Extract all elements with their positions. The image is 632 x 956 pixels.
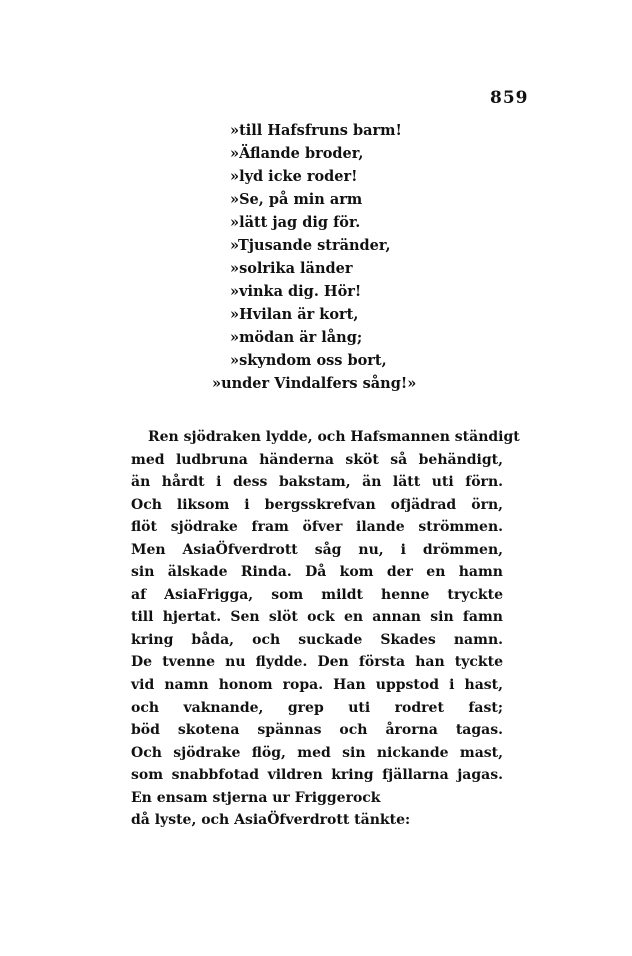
stanza-line: »lyd icke roder! xyxy=(230,168,358,185)
verse-line: Och sjödrake flög, med sin nickande mast, xyxy=(131,744,503,761)
verse-line: En ensam stjerna ur Friggerock xyxy=(131,789,381,806)
stanza-line: »till Hafsfruns barm! xyxy=(230,122,402,139)
stanza-line: »under Vindalfers sång!» xyxy=(212,375,417,392)
stanza-line: »vinka dig. Hör! xyxy=(230,283,362,300)
stanza-line: »Tjusande stränder, xyxy=(230,237,391,254)
verse-line: Ren sjödraken lydde, och Hafsmannen ständigt xyxy=(148,429,520,445)
verse-line: böd skotena spännas och årorna tagas. xyxy=(131,722,503,739)
stanza-line: »skyndom oss bort, xyxy=(230,352,387,369)
verse-line: kring båda, och suckade Skades namn. xyxy=(131,631,503,648)
verse-line: af AsiaFrigga, som mildt henne tryckte xyxy=(131,586,503,603)
verse-line: med ludbruna händerna sköt så behändigt, xyxy=(131,451,503,468)
verse-line: som snabbfotad vildren kring fjällarna jagas. xyxy=(131,767,503,784)
verse-line: då lyste, och AsiaÖfverdrott tänkte: xyxy=(131,812,411,829)
verse-line: Men AsiaÖfverdrott såg nu, i drömmen, xyxy=(131,541,503,558)
verse-line: till hjertat. Sen slöt ock en annan sin famn xyxy=(131,609,503,626)
stanza-line: »Hvilan är kort, xyxy=(230,306,359,323)
stanza-line: »solrika länder xyxy=(230,260,353,277)
verse-line: sin älskade Rinda. Då kom der en hamn xyxy=(131,564,503,581)
page-number: 859 xyxy=(490,88,529,108)
verse-body xyxy=(131,426,520,832)
stanza-line: »lätt jag dig för. xyxy=(230,214,361,231)
stanza-line: »mödan är lång; xyxy=(230,329,363,346)
verse-line: än hårdt i dess bakstam, än lätt uti förn. xyxy=(131,474,503,491)
verse-line: och vaknande, grep uti rodret fast; xyxy=(131,699,503,716)
verse-line: flöt sjödrake fram öfver ilande strömmen. xyxy=(131,519,503,536)
verse-line: De tvenne nu flydde. Den första han tyckte xyxy=(131,654,503,671)
verse-line: Och liksom i bergsskrefvan ofjädrad örn, xyxy=(131,496,503,513)
stanza-line: »Se, på min arm xyxy=(230,191,363,208)
verse-line: vid namn honom ropa. Han uppstod i hast, xyxy=(131,677,503,694)
stanza-line: »Äflande broder, xyxy=(230,145,364,162)
